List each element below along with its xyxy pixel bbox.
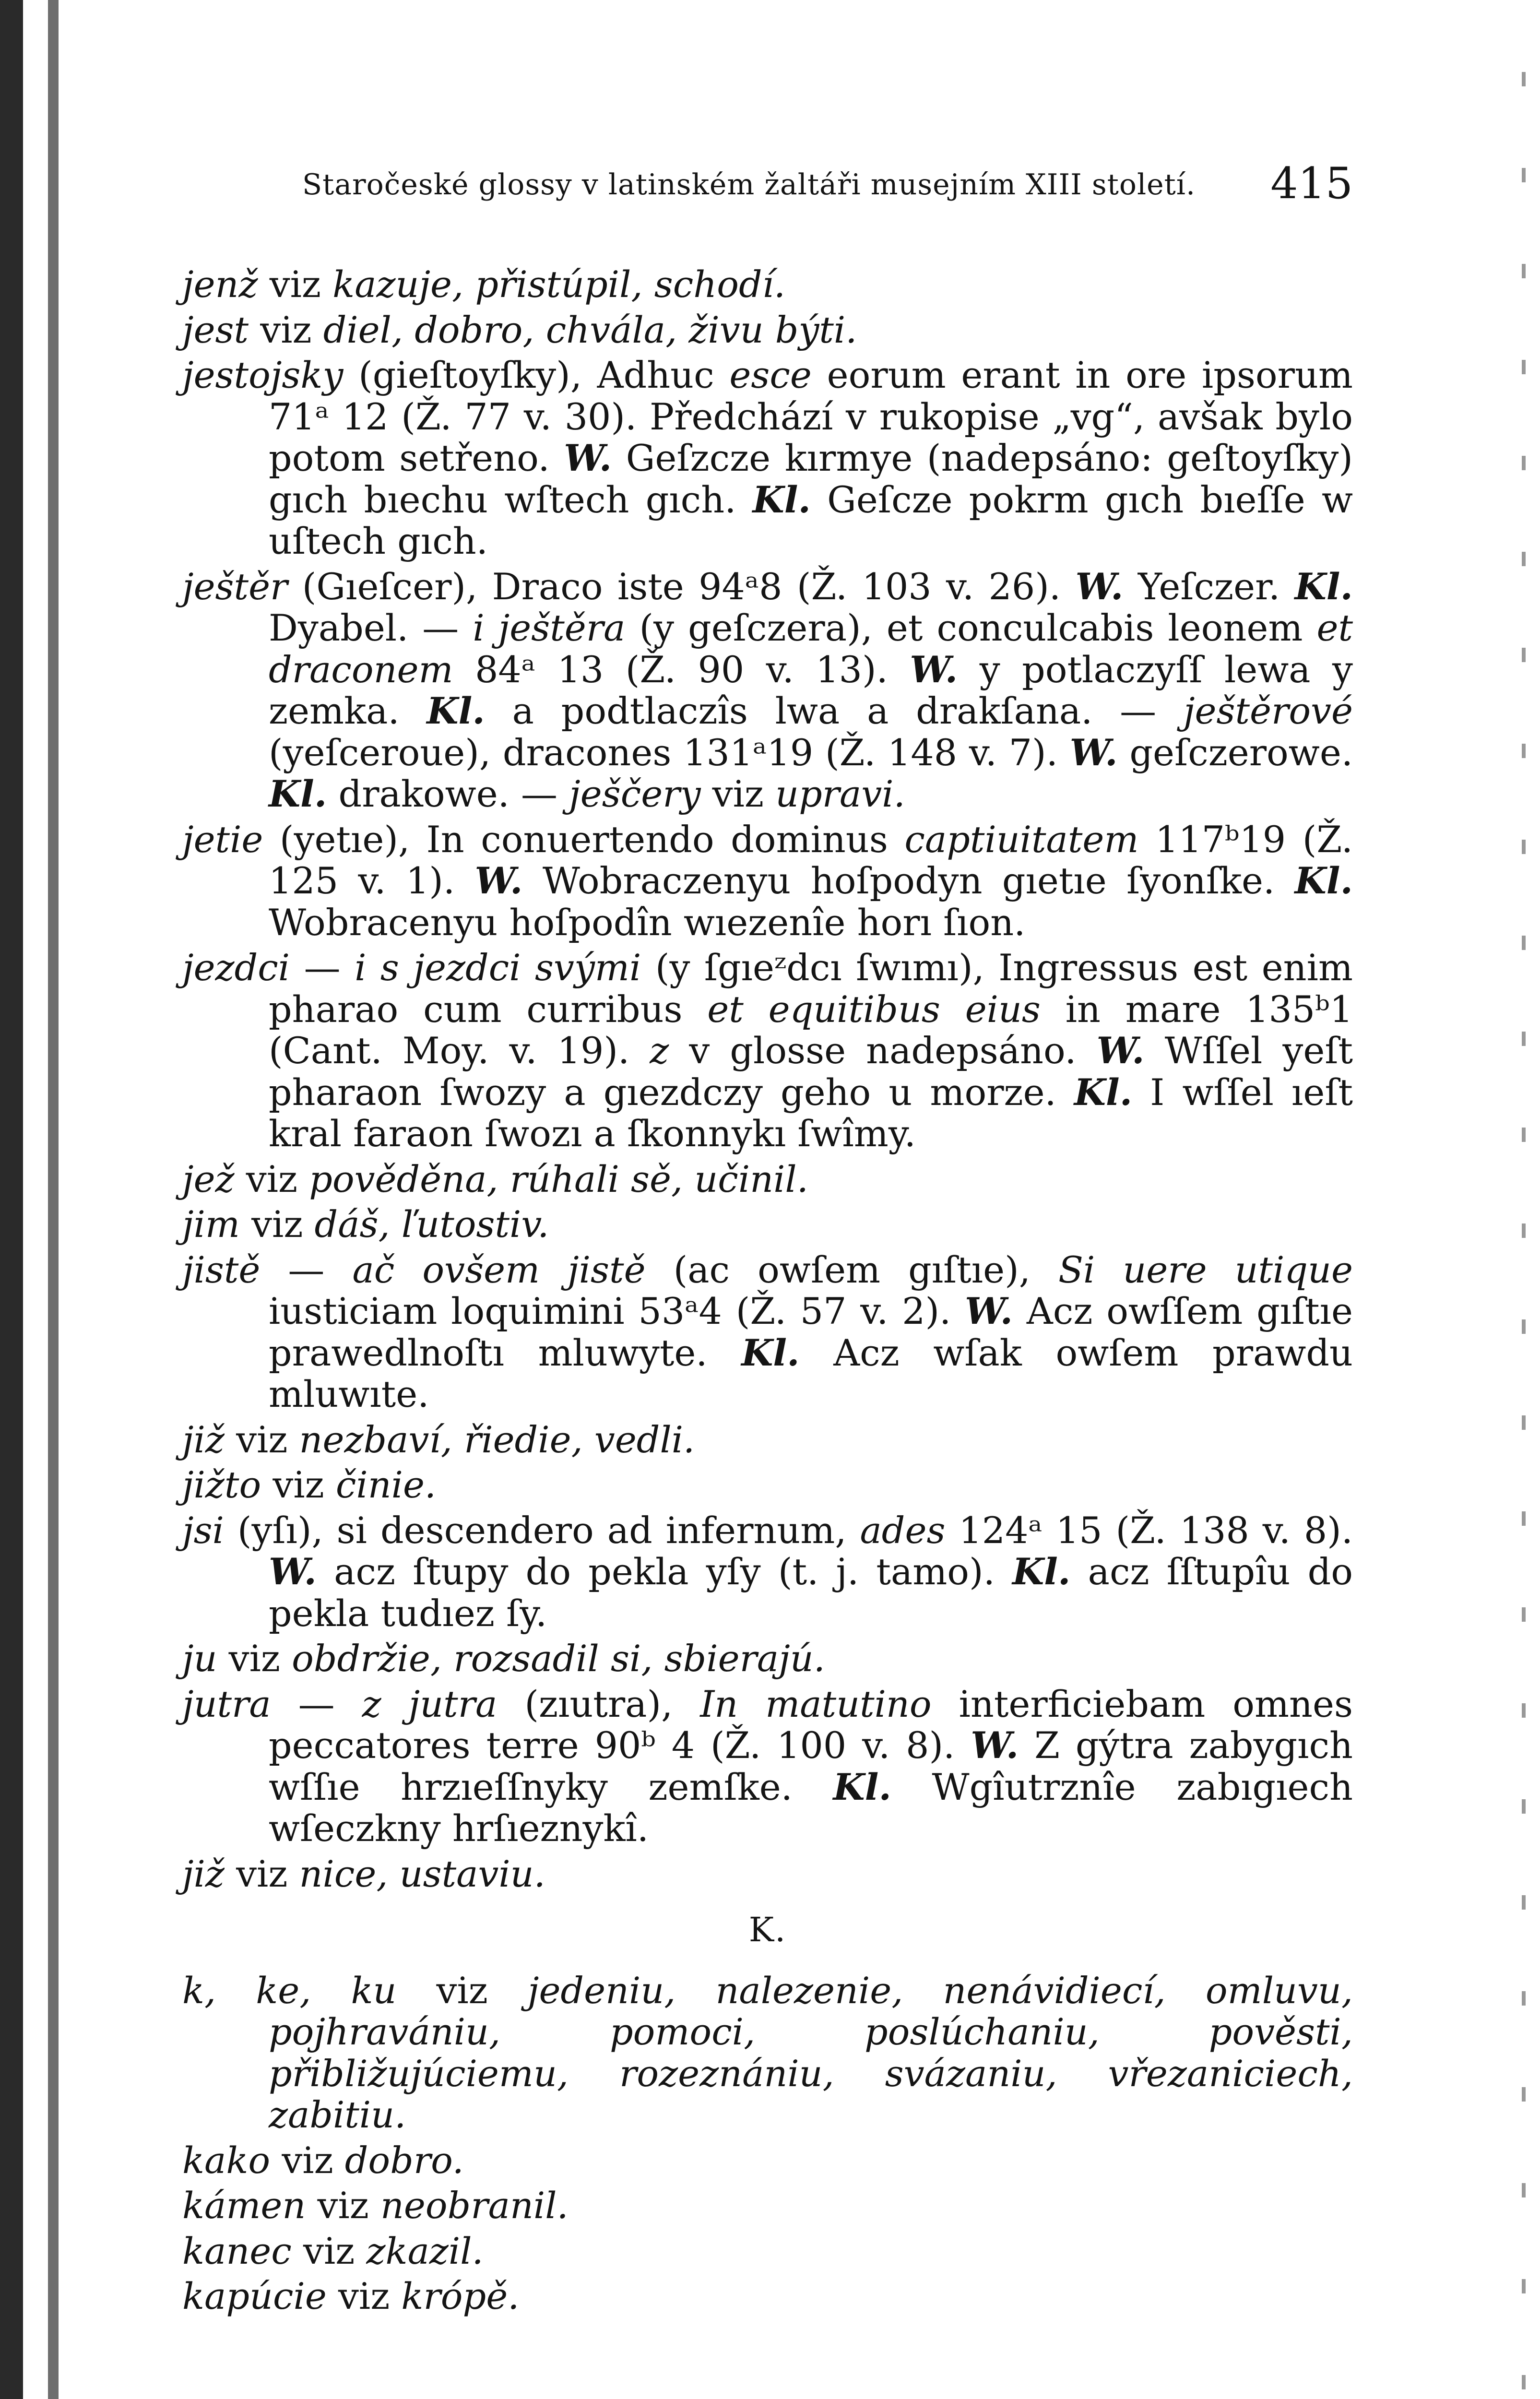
entry-jsi: jsi (yſı), si descendero ad infernum, ades 124ᵃ 15 (Ž. 138 v. 8). W. acz ſtupy do pekla yſy (t. j. tamo). Kl. acz ſſtupîu do pekla tudıez ſy.	[182, 1508, 1353, 1635]
entry-jest: jest viz diel, dobro, chvála, živu býti.	[182, 308, 857, 351]
scan-border-right	[1522, 72, 1526, 2399]
entry-kako: kako viz dobro.	[182, 2138, 464, 2182]
entry-kapucie: kapúcie viz krópě.	[182, 2275, 520, 2317]
page-number: 415	[1270, 158, 1353, 209]
headword: jestojsky	[182, 354, 344, 396]
headword: k, ke, ku	[182, 1969, 397, 2012]
headword: ještěr	[182, 565, 288, 608]
entry-jiz: již viz nezbaví, řiedie, vedli.	[182, 1418, 695, 1461]
entry-jizto: jižto viz činie.	[182, 1463, 437, 1506]
headword: ju	[182, 1637, 217, 1680]
headword: jenž	[182, 263, 258, 306]
headword: jež	[182, 1157, 235, 1200]
entry-jiste: jistě — ač ovšem jistě (ac owſem gıſtıe), Si uere utique iusticiam loquimini 53ᵃ4 (Ž. 57 v. 2). W. Acz owſſem gıſtıe prawedlnoſtı mluwyte. Kl. Acz wſak owſem prawdu mluwıte.	[182, 1248, 1353, 1415]
entry-jester: ještěr (Gıeſcer), Draco iste 94ᵃ8 (Ž. 103 v. 26). W. Yeſczer. Kl. Dyabel. — i ještěra (y geſczera), et conculcabis leonem et draconem 84ᵃ 13 (Ž. 90 v. 13). W. y potlaczyſſ lewa y zemka. Kl. a podtlaczîs lwa a drakſana. — ještěrové (yeſceroue), dracones 131ᵃ19 (Ž. 148 v. 7). W. geſczerowe. Kl. drakowe. — ješčery viz upravi.	[182, 565, 1353, 815]
scan-border-left	[0, 0, 23, 2399]
entry-jim: jim viz dáš, ľutostiv.	[182, 1203, 549, 1246]
scan-border-left-inner	[48, 0, 59, 2399]
entry-jenz: jenž viz kazuje, přistúpil, schodí.	[182, 263, 786, 306]
entry-jestojsky: jestojsky (gieſtoyſky), Adhuc esce eorum erant in ore ipsorum 71ᵃ 12 (Ž. 77 v. 30). Předchází v rukopise „vg“, avšak bylo potom setřeno. W. Geſzcze kırmye (nadepsáno: geſtoyſky) gıch bıechu wſtech gıch. Kl. Geſcze pokrm gıch bıeſſe w uſtech gıch.	[182, 354, 1353, 562]
headword: již	[182, 1418, 225, 1461]
entry-kamen: kámen viz neobranil.	[182, 2184, 569, 2227]
section-letter: K.	[748, 1910, 787, 1949]
dictionary-body	[182, 264, 1353, 2317]
entry-jezdci: jezdci — i s jezdci svými (y ſgıeᶻdcı ſwımı), Ingressus est enim pharao cum curribus et equitibus eius in mare 135ᵇ1 (Cant. Moy. v. 19). z v glosse nadepsáno. W. Wſſel yeſt pharaon ſwozy a gıezdczy geho u morze. Kl. I wſſel ıeſt kral faraon ſwozı a ſkonnykı ſwîmy.	[182, 946, 1353, 1155]
headword: jižto	[182, 1463, 261, 1506]
headword: kanec	[182, 2229, 292, 2272]
entry-ju: ju viz obdržie, rozsadil si, sbierajú.	[182, 1637, 825, 1680]
entry-jetie: jetie (yetıe), In conuertendo dominus captiuitatem 117ᵇ19 (Ž. 125 v. 1). W. Wobraczenyu hoſpodyn gıetıe ſyonſke. Kl. Wobracenyu hoſpodîn wıezenîe horı ſıon.	[182, 818, 1353, 944]
headword: jetie	[182, 818, 263, 861]
headword: kámen	[182, 2184, 306, 2227]
entry-jutra: jutra — z jutra (zıutra), In matutino interficiebam omnes peccatores terre 90ᵇ 4 (Ž. 100 v. 8). W. Z gýtra zabygıch wſſıe hrzıeſſnyky zemſke. Kl. Wgîutrznîe zabıgıech wſeczkny hrſıeznykî.	[182, 1682, 1353, 1850]
running-head-title: Staročeské glossy v latinském žaltáři musejním XIII století.	[302, 168, 1196, 202]
entry-jez: jež viz pověděna, rúhali sě, učinil.	[182, 1157, 808, 1200]
headword: již	[182, 1852, 225, 1895]
entry-k: k, ke, ku viz jedeniu, nalezenie, nenávidiecí, omluvu, pojhravániu, pomoci, poslúchaniu, pověsti, přibližujúciemu, rozeznániu, svázaniu, vřezaniciech, zabitiu.	[182, 1969, 1353, 2136]
page	[182, 158, 1353, 2321]
headword: jim	[182, 1203, 240, 1246]
headword: kako	[182, 2138, 271, 2182]
running-head	[182, 158, 1353, 216]
headword: jezdci	[182, 946, 290, 989]
headword: jest	[182, 308, 249, 351]
entry-kanec: kanec viz zkazil.	[182, 2229, 484, 2272]
headword: kapúcie	[182, 2275, 327, 2317]
entry-juz: již viz nice, ustaviu.	[182, 1852, 545, 1895]
headword: jutra	[182, 1682, 271, 1725]
headword: jistě	[182, 1248, 261, 1291]
headword: jsi	[182, 1508, 224, 1552]
